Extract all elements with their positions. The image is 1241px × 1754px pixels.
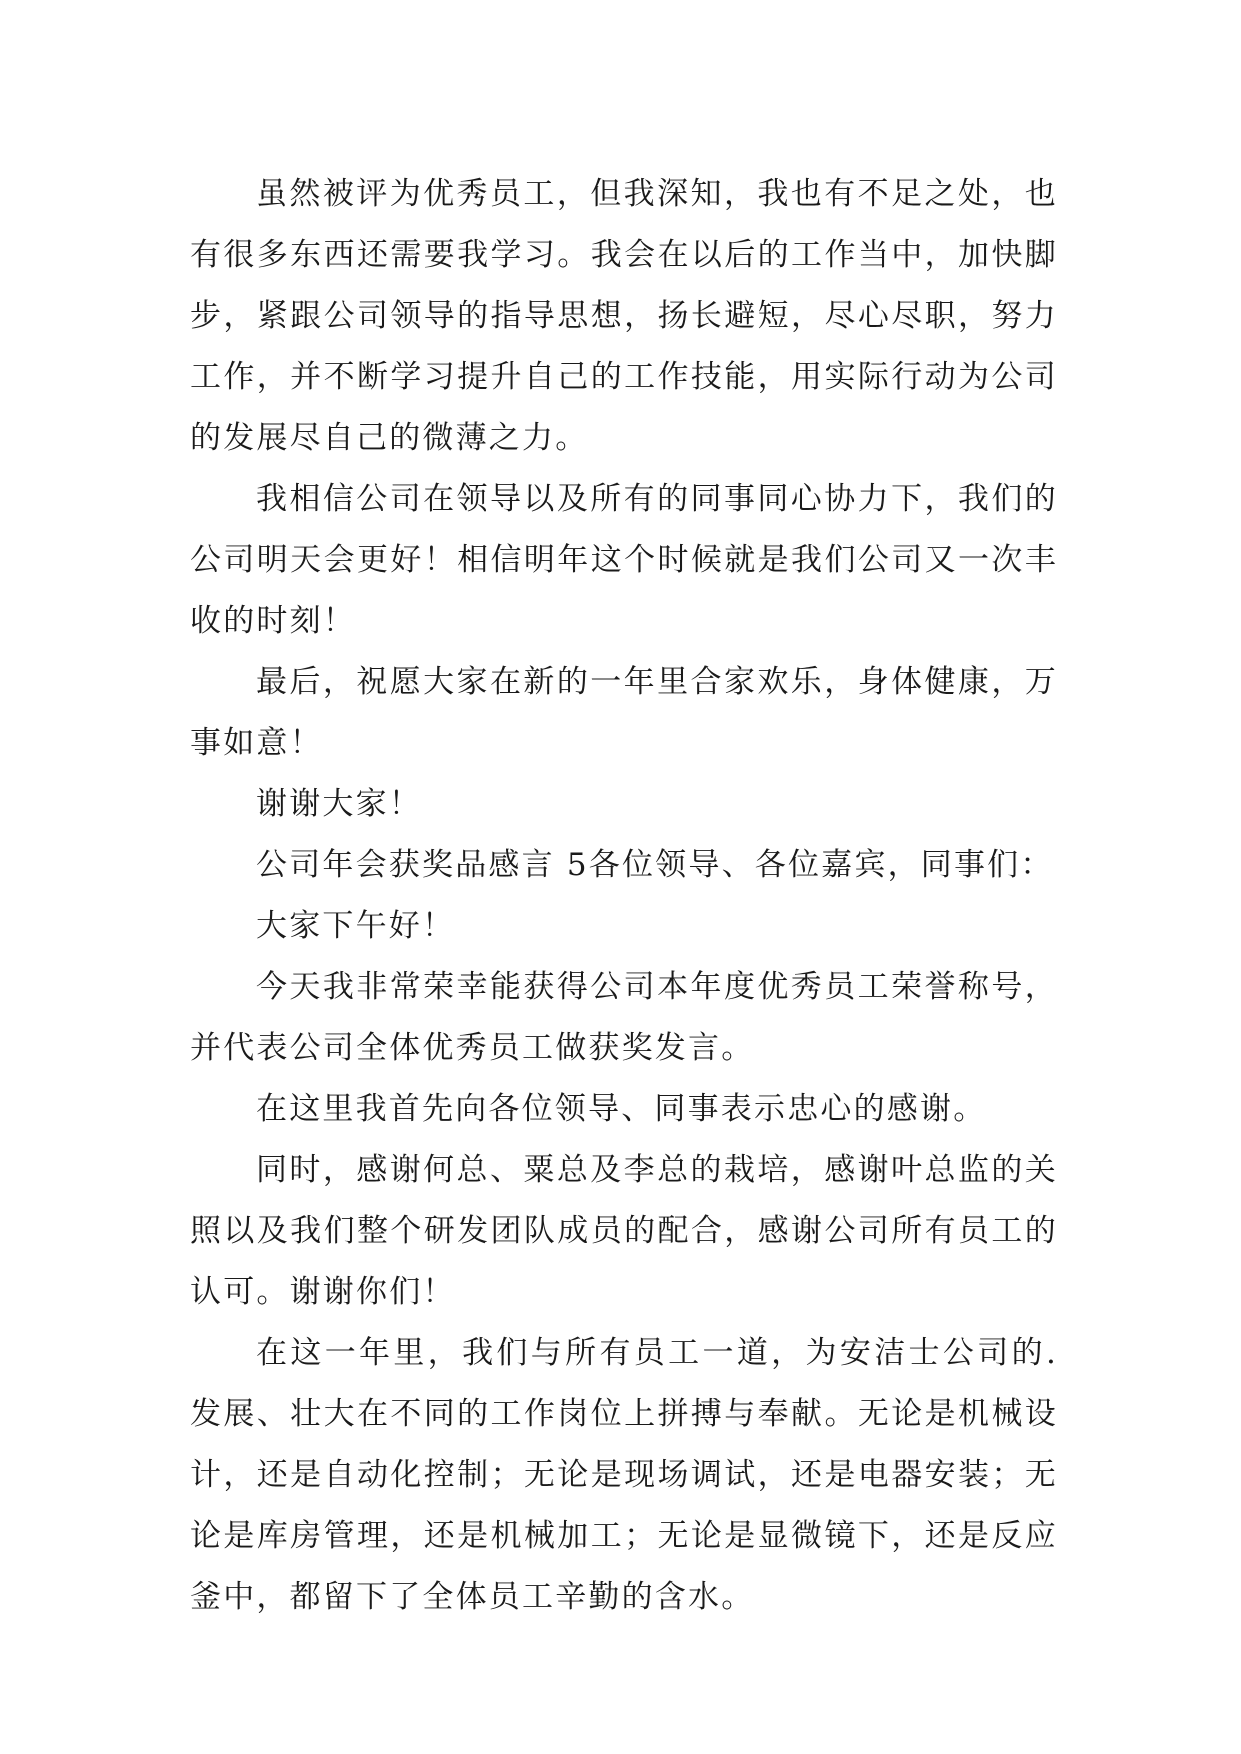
document-body xyxy=(190,164,1058,1628)
paragraph: 我相信公司在领导以及所有的同事同心协力下，我们的公司明天会更好！相信明年这个时候就是我们公司又一次丰收的时刻！ xyxy=(190,481,1058,639)
paragraph: 大家下午好！ xyxy=(256,908,456,944)
paragraph: 同时，感谢何总、粟总及李总的栽培，感谢叶总监的关照以及我们整个研发团队成员的配合，感谢公司所有员工的认可。谢谢你们！ xyxy=(190,1152,1058,1310)
paragraph: 公司年会获奖品感言 5各位领导、各位嘉宾，同事们： xyxy=(256,847,1054,883)
paragraph: 今天我非常荣幸能获得公司本年度优秀员工荣誉称号，并代表公司全体优秀员工做获奖发言。 xyxy=(190,969,1058,1066)
paragraph: 在这一年里，我们与所有员工一道，为安洁士公司的.发展、壮大在不同的工作岗位上拼搏与奉献。无论是机械设计，还是自动化控制；无论是现场调试，还是电器安装；无论是库房管理，还是机械加工；无论是显微镜下，还是反应釜中，都留下了全体员工辛勤的含水。 xyxy=(190,1335,1058,1615)
paragraph: 虽然被评为优秀员工，但我深知，我也有不足之处，也有很多东西还需要我学习。我会在以后的工作当中，加快脚步，紧跟公司领导的指导思想，扬长避短，尽心尽职，努力工作，并不断学习提升自己的工作技能，用实际行动为公司的发展尽自己的微薄之力。 xyxy=(190,176,1058,456)
paragraph: 在这里我首先向各位领导、同事表示忠心的感谢。 xyxy=(256,1091,987,1127)
paragraph: 谢谢大家！ xyxy=(256,786,422,822)
paragraph: 最后，祝愿大家在新的一年里合家欢乐，身体健康，万事如意！ xyxy=(190,664,1058,761)
